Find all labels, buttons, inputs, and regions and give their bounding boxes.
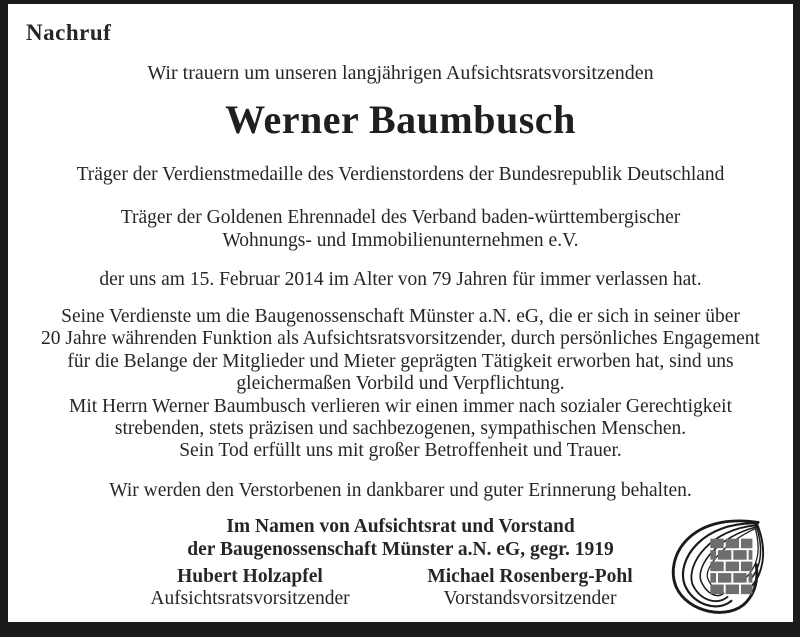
honor-ehrennadel-line-1: Träger der Goldenen Ehrennadel des Verband baden-württembergischer (120, 207, 681, 228)
tribute-line: strebenden, stets präzisen und sachbezogenen, sympathischen Menschen. (114, 418, 687, 440)
honor-ehrennadel (26, 206, 775, 252)
tribute-line: für die Belange der Mitglieder und Mieter geprägten Tätigkeit erworben hat, sind uns (67, 350, 734, 372)
remembrance-line: Wir werden den Verstorbenen in dankbarer und guter Erinnerung behalten. (109, 479, 692, 501)
category-label: Nachruf (26, 20, 112, 45)
tribute-line: gleichermaßen Vorbild und Verpflichtung. (236, 373, 565, 395)
signoff-line-1: Im Namen von Aufsichtsrat und Vorstand (226, 515, 575, 537)
deceased-name: Werner Baumbusch (225, 97, 576, 142)
tribute-line: Sein Tod erfüllt uns mit großer Betroffenheit und Trauer. (179, 440, 622, 462)
signature-name: Michael Rosenberg-Pohl (427, 566, 633, 587)
honor-ehrennadel-line-2: Wohnungs- und Immobilienunternehmen e.V. (222, 230, 579, 251)
swirl-brick-wall-logo-icon (659, 510, 777, 618)
intro-line: Wir trauern um unseren langjährigen Aufsichtsratsvorsitzenden (147, 62, 654, 84)
tribute-line: Seine Verdienste um die Baugenossenschaft Münster a.N. eG, die er sich in seiner über (61, 306, 740, 327)
tribute-line: 20 Jahre währenden Funktion als Aufsichtsratsvorsitzender, durch persönliches Engagement (41, 328, 760, 350)
signature-role: Vorstandsvorsitzender (443, 588, 617, 609)
signature-role: Aufsichtsratsvorsitzender (150, 588, 350, 609)
tribute-paragraph (26, 306, 775, 463)
brick-wall (710, 539, 752, 594)
tribute-line: Mit Herrn Werner Baumbusch verlieren wir einen immer nach sozialer Gerechtigkeit (69, 395, 732, 417)
signature-aufsichtsratsvorsitzender (100, 566, 400, 610)
signature-name: Hubert Holzapfel (177, 566, 323, 587)
signature-vorstandsvorsitzender (385, 566, 675, 610)
signoff-line-2: der Baugenossenschaft Münster a.N. eG, gegr. 1919 (187, 538, 614, 560)
death-line: der uns am 15. Februar 2014 im Alter von 79 Jahren für immer verlassen hat. (99, 269, 702, 290)
honor-verdienstmedaille: Träger der Verdienstmedaille des Verdienstordens der Bundesrepublik Deutschland (76, 164, 725, 185)
